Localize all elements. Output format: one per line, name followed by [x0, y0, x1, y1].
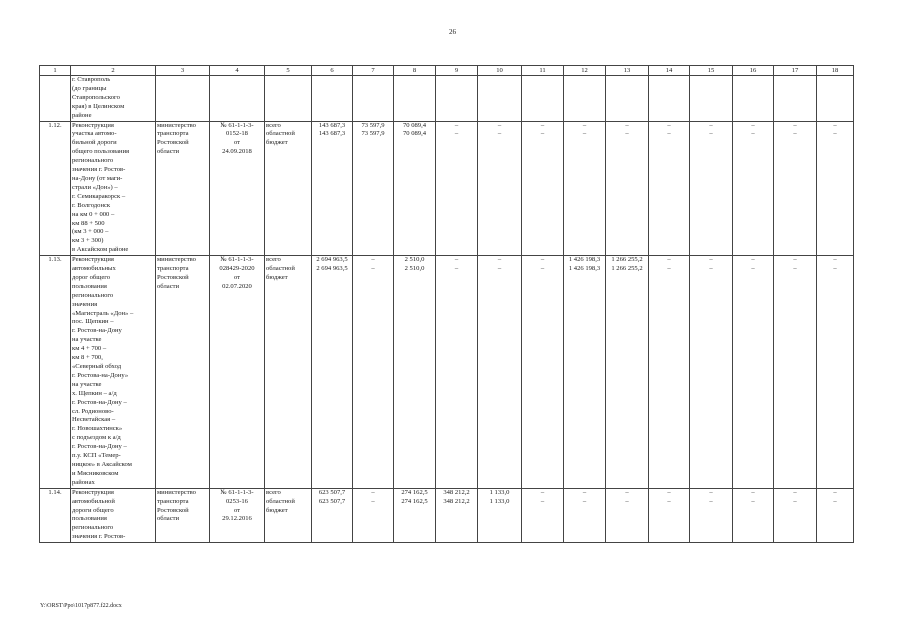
row-number: 1.14. — [40, 488, 71, 542]
amount-cell-line: – — [793, 497, 797, 505]
object-name — [71, 256, 156, 489]
amount-cell-line: 70 089,4 — [402, 121, 427, 129]
column-header: 9 — [436, 66, 478, 76]
table-row — [40, 488, 854, 542]
object-name-line: г. Семикаракорск – — [72, 192, 126, 200]
object-name-line: значения г. Ростов- — [72, 533, 126, 541]
amount-cell — [394, 121, 436, 256]
amount-cell-line: – — [454, 265, 459, 273]
object-name-line: п.у. КСП «Темер- — [72, 452, 121, 460]
object-name-line: пользования — [72, 282, 107, 290]
funding-source-line: бюджет — [266, 139, 288, 147]
amount-cell-line: 1 133,0 — [489, 488, 510, 496]
amount-cell-line: 348 212,2 — [443, 497, 470, 505]
amount-cell-line: – — [833, 488, 837, 496]
amount-cell-line: – — [625, 497, 629, 505]
amount-cell-line: 73 597,9 — [361, 130, 385, 138]
amount-cell — [690, 256, 733, 489]
object-name-line: Несветайская – — [72, 416, 116, 424]
amount-cell — [436, 488, 478, 542]
object-name-line: дорог общего — [72, 273, 111, 281]
amount-cell-line: – — [497, 121, 502, 129]
amount-cell-line: – — [454, 121, 459, 129]
funding-source — [265, 76, 312, 122]
amount-cell — [817, 488, 854, 542]
responsible-org — [156, 121, 210, 256]
amount-cell-line: – — [751, 265, 755, 273]
object-name-line: г. Ростов-на-Дону — [72, 327, 122, 335]
amount-cell — [564, 256, 606, 489]
amount-cell-line: – — [709, 488, 713, 496]
page-number: 26 — [449, 28, 456, 36]
amount-cell-line: – — [793, 121, 797, 129]
amount-cell-line: – — [582, 121, 587, 129]
amount-cell-line: – — [751, 256, 755, 264]
object-name — [71, 121, 156, 256]
expertise-document-line: № 61-1-1-3- — [220, 488, 254, 496]
object-name-line: общего пользования — [72, 148, 130, 156]
object-name-line: Реконструкция — [72, 256, 114, 264]
amount-cell — [817, 256, 854, 489]
amount-cell — [733, 256, 774, 489]
responsible-org — [156, 256, 210, 489]
object-name-line: г. Ростова-на-Дону» — [72, 371, 129, 379]
responsible-org — [156, 76, 210, 122]
amount-cell — [606, 76, 649, 122]
amount-cell — [774, 488, 817, 542]
column-header: 6 — [312, 66, 353, 76]
table-row — [40, 256, 854, 489]
column-header: 2 — [71, 66, 156, 76]
responsible-org-line: области — [157, 515, 180, 523]
amount-cell-line: – — [625, 121, 629, 129]
amount-cell — [394, 256, 436, 489]
amount-cell-line: – — [709, 256, 713, 264]
amount-cell — [478, 121, 522, 256]
row-number: 1.12. — [40, 121, 71, 256]
amount-cell-line: 73 597,9 — [361, 121, 385, 129]
object-name-line: пользования — [72, 515, 107, 523]
amount-cell-line: – — [667, 130, 671, 138]
amount-cell-line: – — [751, 497, 755, 505]
object-name-line: районе — [72, 111, 92, 119]
amount-cell-line: – — [540, 130, 545, 138]
object-name-line: км 3 + 300) — [72, 237, 104, 245]
amount-cell — [312, 256, 353, 489]
expertise-document-line: № 61-1-1-3- — [220, 121, 254, 129]
object-name — [71, 76, 156, 122]
amount-cell — [353, 256, 394, 489]
object-name-line: автомобильных — [72, 265, 116, 273]
expertise-document-line: 028429-2020 — [219, 265, 255, 273]
expertise-document-line: от — [233, 139, 241, 147]
amount-cell-line: – — [667, 256, 671, 264]
amount-cell — [436, 256, 478, 489]
amount-cell-line: 274 162,5 — [401, 497, 428, 505]
amount-cell — [774, 256, 817, 489]
amount-cell-line: 2 510,0 — [404, 256, 425, 264]
amount-cell — [774, 76, 817, 122]
amount-cell-line: 2 510,0 — [404, 265, 425, 273]
amount-cell — [312, 488, 353, 542]
object-name-line: районах — [72, 478, 95, 486]
amount-cell — [353, 121, 394, 256]
expertise-document — [210, 76, 265, 122]
row-number — [40, 76, 71, 122]
amount-cell — [774, 121, 817, 256]
amount-cell-line: 1 266 255,2 — [611, 265, 643, 273]
object-name-line: х. Щепкин – а/д — [72, 389, 117, 397]
object-name-line: км 88 + 500 — [72, 219, 105, 227]
amount-cell — [649, 256, 690, 489]
amount-cell-line: – — [793, 265, 797, 273]
amount-cell — [690, 121, 733, 256]
amount-cell — [478, 76, 522, 122]
amount-cell — [564, 488, 606, 542]
amount-cell-line: – — [793, 130, 797, 138]
funding-source-line: бюджет — [266, 506, 288, 514]
responsible-org-line: транспорта — [157, 130, 189, 138]
amount-cell — [312, 121, 353, 256]
amount-cell-line: – — [454, 130, 459, 138]
funding-source — [265, 256, 312, 489]
amount-cell — [353, 76, 394, 122]
amount-cell-line: – — [497, 265, 502, 273]
expertise-document — [210, 256, 265, 489]
object-name-line: бильной дороги — [72, 139, 117, 147]
object-name-line: км 4 + 700 – — [72, 345, 107, 353]
object-name-line: на участке — [72, 336, 102, 344]
amount-cell — [690, 488, 733, 542]
funding-source-line: бюджет — [266, 273, 288, 281]
amount-cell-line: 1 426 198,3 — [568, 265, 601, 273]
amount-cell-line: – — [625, 130, 629, 138]
amount-cell-line: 348 212,2 — [443, 488, 470, 496]
funding-source-line: областной — [266, 497, 295, 505]
responsible-org-line: министерство — [157, 121, 196, 129]
column-number-row — [40, 66, 854, 76]
object-name-line: г. Ростов-на-Дону – — [72, 398, 127, 406]
object-name-line: км 8 + 700, — [72, 354, 103, 362]
amount-cell-line: 143 687,3 — [318, 121, 346, 129]
expertise-document-line: 02.07.2020 — [222, 282, 252, 290]
amount-cell-line: – — [540, 488, 545, 496]
responsible-org-line: области — [157, 148, 180, 156]
funding-source-line: всего — [266, 121, 281, 129]
column-header: 8 — [394, 66, 436, 76]
amount-cell-line: – — [371, 265, 375, 273]
funding-source-line: областной — [266, 265, 295, 273]
column-header: 15 — [690, 66, 733, 76]
amount-cell — [564, 121, 606, 256]
object-name-line: участка автомо- — [72, 130, 117, 138]
amount-cell-line: – — [709, 265, 713, 273]
amount-cell-line: – — [497, 256, 502, 264]
amount-cell — [690, 76, 733, 122]
amount-cell-line: 2 694 963,5 — [316, 265, 348, 273]
row-number: 1.13. — [40, 256, 71, 489]
object-name-line: г. Новошахтинск» — [72, 425, 123, 433]
amount-cell — [436, 76, 478, 122]
object-name-line: г. Ставрополь — [72, 76, 111, 83]
amount-cell-line: – — [709, 130, 713, 138]
amount-cell-line: – — [751, 130, 755, 138]
funding-source-line: всего — [266, 488, 281, 496]
object-name-line: регионального — [72, 291, 114, 299]
amount-cell-line: – — [793, 256, 797, 264]
object-name-line: пос. Щепкин – — [72, 318, 114, 326]
object-name-line: Реконструкция — [72, 488, 114, 496]
object-name-line: «Северный обход — [72, 363, 122, 370]
amount-cell-line: 1 426 198,3 — [568, 256, 601, 264]
column-header: 14 — [649, 66, 690, 76]
column-header: 5 — [265, 66, 312, 76]
responsible-org — [156, 488, 210, 542]
column-header: 18 — [817, 66, 854, 76]
amount-cell-line: 1 266 255,2 — [611, 256, 643, 264]
amount-cell-line: – — [667, 265, 671, 273]
column-header: 11 — [522, 66, 564, 76]
amount-cell — [817, 121, 854, 256]
amount-cell-line: – — [833, 121, 837, 129]
amount-cell-line: – — [371, 497, 375, 505]
object-name-line: на-Дону (от маги- — [72, 174, 123, 182]
responsible-org-line: Ростовской — [157, 506, 189, 514]
column-header: 13 — [606, 66, 649, 76]
object-name-line: на км 0 + 000 – — [72, 210, 115, 218]
amount-cell-line: – — [371, 488, 375, 496]
amount-cell-line: 143 687,3 — [318, 130, 346, 138]
amount-cell — [478, 256, 522, 489]
amount-cell — [522, 121, 564, 256]
object-name-line: регионального — [72, 157, 114, 165]
amount-cell — [522, 256, 564, 489]
object-name-line: значения — [72, 300, 98, 308]
expertise-document-line: от — [233, 506, 241, 514]
column-header: 4 — [210, 66, 265, 76]
amount-cell-line: 623 507,7 — [318, 497, 346, 505]
expertise-document-line: № 61-1-1-3- — [220, 256, 254, 264]
expertise-document-line: 0253-16 — [226, 497, 248, 505]
object-name-line: страли «Дон») – — [72, 183, 118, 191]
object-name-line: «Магистраль «Дон» – — [72, 309, 134, 317]
amount-cell — [522, 488, 564, 542]
object-name-line: Реконструкция — [72, 121, 114, 129]
column-header: 1 — [40, 66, 71, 76]
amount-cell-line: – — [709, 121, 713, 129]
funding-source — [265, 488, 312, 542]
amount-cell — [733, 121, 774, 256]
expertise-document — [210, 121, 265, 256]
amount-cell-line: – — [833, 265, 837, 273]
column-header: 3 — [156, 66, 210, 76]
amount-cell — [606, 121, 649, 256]
amount-cell — [312, 76, 353, 122]
object-name-line: на участке — [72, 380, 102, 388]
responsible-org-line: области — [157, 282, 180, 290]
responsible-org-line: министерство — [157, 256, 196, 264]
funding-source-line: областной — [266, 130, 295, 138]
amount-cell-line: – — [833, 130, 837, 138]
responsible-org-line: Ростовской — [157, 273, 189, 281]
amount-cell-line: – — [667, 488, 671, 496]
funding-source — [265, 121, 312, 256]
amount-cell-line: – — [454, 256, 459, 264]
amount-cell — [733, 76, 774, 122]
amount-cell-line: – — [371, 256, 375, 264]
amount-cell-line: – — [833, 256, 837, 264]
expertise-document-line: от — [233, 273, 241, 281]
amount-cell — [394, 488, 436, 542]
expertise-document-line: 0152-18 — [226, 130, 248, 138]
amount-cell — [649, 121, 690, 256]
amount-cell-line: – — [625, 488, 629, 496]
funding-source-line: всего — [266, 256, 281, 264]
responsible-org-line: транспорта — [157, 265, 189, 273]
amount-cell — [436, 121, 478, 256]
amount-cell-line: – — [751, 121, 755, 129]
object-name — [71, 488, 156, 542]
amount-cell-line: 623 507,7 — [318, 488, 346, 496]
amount-cell — [649, 76, 690, 122]
object-name-line: сл. Родионово- — [72, 407, 114, 415]
object-name-line: г. Ростов-на-Дону – — [72, 443, 127, 451]
amount-cell-line: – — [497, 130, 502, 138]
object-name-line: регионального — [72, 524, 114, 532]
amount-cell — [733, 488, 774, 542]
responsible-org-line: транспорта — [157, 497, 189, 505]
amount-cell — [606, 488, 649, 542]
amount-cell — [522, 76, 564, 122]
object-name-line: г. Волгодонск — [72, 201, 111, 209]
amount-cell-line: 274 162,5 — [401, 488, 428, 496]
object-name-line: (км 3 + 000 – — [72, 228, 109, 236]
amount-cell — [478, 488, 522, 542]
amount-cell-line: – — [540, 121, 545, 129]
amount-cell-line: – — [833, 497, 837, 505]
amount-cell-line: – — [709, 497, 713, 505]
budget-table — [39, 65, 854, 543]
expertise-document-line: 29.12.2016 — [222, 515, 252, 523]
table-row — [40, 121, 854, 256]
column-header: 16 — [733, 66, 774, 76]
amount-cell — [394, 76, 436, 122]
amount-cell — [353, 488, 394, 542]
responsible-org-line: Ростовской — [157, 139, 189, 147]
object-name-line: дороги общего — [72, 506, 114, 514]
amount-cell-line: – — [667, 497, 671, 505]
footer-file-path: Y:\ORST\Ppo\1017p877.f22.docx — [40, 603, 122, 609]
column-header: 17 — [774, 66, 817, 76]
amount-cell — [564, 76, 606, 122]
amount-cell-line: – — [582, 497, 587, 505]
amount-cell-line: – — [540, 497, 545, 505]
amount-cell — [817, 76, 854, 122]
table-row — [40, 76, 854, 122]
column-header: 12 — [564, 66, 606, 76]
expertise-document-line: 24.09.2018 — [222, 148, 252, 156]
amount-cell-line: 1 133,0 — [489, 497, 510, 505]
object-name-line: значения г. Ростов- — [72, 166, 126, 174]
amount-cell-line: 70 089,4 — [402, 130, 427, 138]
amount-cell-line: – — [582, 130, 587, 138]
object-name-line: Ставропольского — [72, 93, 120, 101]
responsible-org-line: министерство — [157, 488, 196, 496]
object-name-line: и Мясниковском — [72, 469, 119, 477]
amount-cell-line: 2 694 963,5 — [316, 256, 348, 264]
object-name-line: в Аксайском районе — [72, 246, 129, 254]
object-name-line: с подъездом к а/д — [72, 434, 121, 442]
amount-cell — [649, 488, 690, 542]
amount-cell-line: – — [582, 488, 587, 496]
expertise-document — [210, 488, 265, 542]
column-header: 10 — [478, 66, 522, 76]
amount-cell — [606, 256, 649, 489]
amount-cell-line: – — [751, 488, 755, 496]
amount-cell-line: – — [540, 265, 545, 273]
amount-cell-line: – — [667, 121, 671, 129]
object-name-line: автомобильной — [72, 497, 115, 505]
object-name-line: ницкое» в Аксайском — [72, 460, 132, 468]
column-header: 7 — [353, 66, 394, 76]
amount-cell-line: – — [793, 488, 797, 496]
object-name-line: (до границы — [72, 84, 107, 92]
object-name-line: края) в Целинском — [72, 102, 125, 110]
amount-cell-line: – — [540, 256, 545, 264]
